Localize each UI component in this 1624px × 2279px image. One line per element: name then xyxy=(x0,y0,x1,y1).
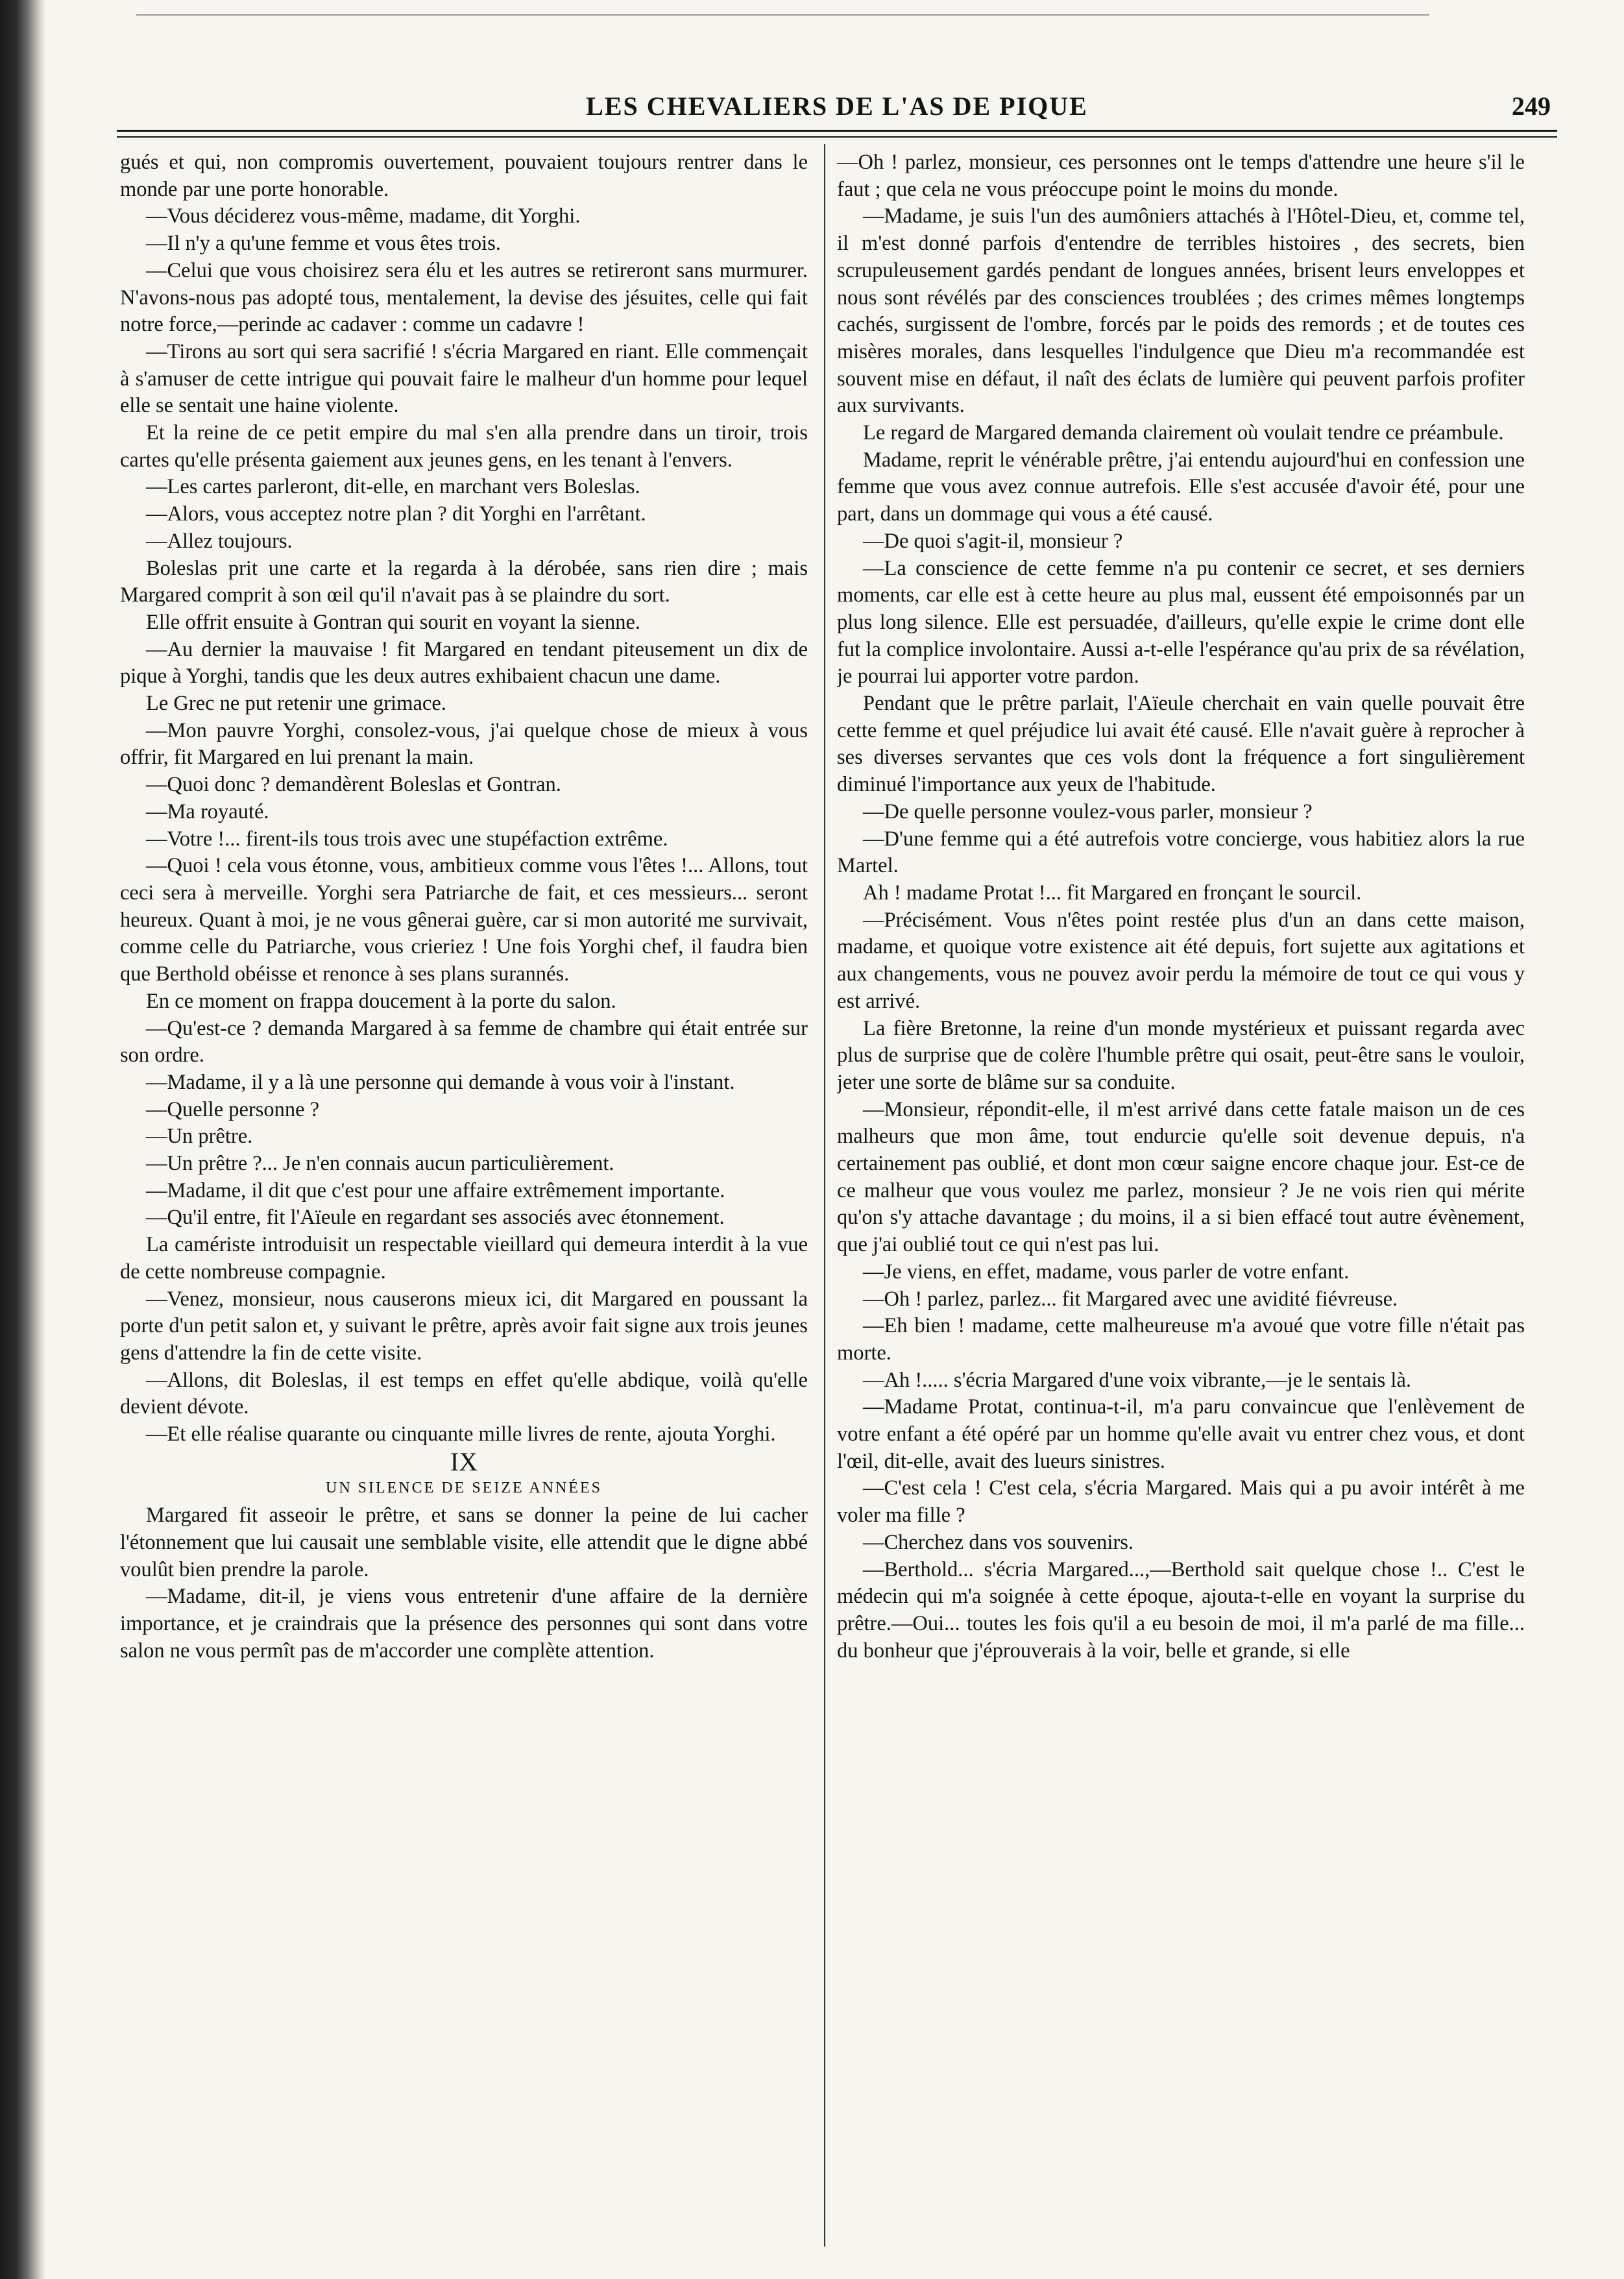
paragraph: —De quoi s'agit-il, monsieur ? xyxy=(863,529,1123,553)
paragraph: En ce moment on frappa doucement à la porte du salon. xyxy=(146,989,616,1013)
paragraph: —Mon pauvre Yorghi, consolez-vous, j'ai quelque chose de mieux à vous offrir, fit Margared en lui prenant la main. xyxy=(120,718,808,770)
paragraph: —Au dernier la mauvaise ! fit Margared en tendant piteusement un dix de pique à Yorghi, tandis que les deux autres exhibaient chacun une dame. xyxy=(120,637,808,689)
page-binding-edge xyxy=(0,0,45,2279)
paragraph: Elle offrit ensuite à Gontran qui sourit en voyant la sienne. xyxy=(146,610,641,634)
paragraph: —La conscience de cette femme n'a pu contenir ce secret, et ses derniers moments, car elle est à cette heure au plus mal, eussent été empoisonnés par un plus long silence. Elle est persuadée, d'ailleurs, qu'elle expie le crime dont elle fut la complice involontaire. Aussi a-t-elle l'espérance qu'au prix de sa révélation, je pourrai lui apporter votre pardon. xyxy=(837,556,1525,689)
paragraph: —Madame, il dit que c'est pour une affaire extrêmement importante. xyxy=(146,1178,725,1202)
paragraph: —Oh ! parlez, parlez... fit Margared avec une avidité fiévreuse. xyxy=(863,1287,1398,1311)
paragraph: —Eh bien ! madame, cette malheureuse m'a avoué que votre fille n'était pas morte. xyxy=(837,1314,1525,1365)
paragraph: —Je viens, en effet, madame, vous parler de votre enfant. xyxy=(863,1260,1350,1284)
paragraph: —Ma royauté. xyxy=(146,799,269,823)
header-rule xyxy=(117,130,1557,138)
page-header xyxy=(117,91,1557,130)
paragraph: —Qu'est-ce ? demanda Margared à sa femme de chambre qui était entrée sur son ordre. xyxy=(120,1016,808,1067)
paragraph: —Vous déciderez vous-même, madame, dit Yorghi. xyxy=(146,204,581,228)
paragraph: —Oh ! parlez, monsieur, ces personnes ont le temps d'attendre une heure s'il le faut ; que cela ne vous préoccupe point le moins du monde. xyxy=(837,151,1525,201)
paragraph: —Quoi donc ? demandèrent Boleslas et Gontran. xyxy=(146,773,561,797)
paragraph: —Votre !... firent-ils tous trois avec une stupéfaction extrême. xyxy=(146,827,668,851)
paragraph: —Ah !..... s'écria Margared d'une voix vibrante,—je le sentais là. xyxy=(863,1368,1412,1392)
paragraph: —Venez, monsieur, nous causerons mieux ici, dit Margared en poussant la porte d'un petit salon et, y suivant le prêtre, après avoir fait signe aux trois jeunes gens d'attendre la fin de cette visite. xyxy=(120,1287,808,1365)
chapter-title: UN SILENCE DE SEIZE ANNÉES xyxy=(326,1480,602,1497)
paragraph: —Un prêtre. xyxy=(146,1125,253,1149)
paragraph: —Précisément. Vous n'êtes point restée plus d'un an dans cette maison, madame, et quoique votre existence ait été depuis, fort sujette aux agitations et aux changements, vous ne pouvez avoir perdu la mémoire de tout ce qui vous y est arrivé. xyxy=(837,908,1525,1013)
paragraph: gués et qui, non compromis ouvertement, pouvaient toujours rentrer dans le monde par une porte honorable. xyxy=(120,151,808,201)
page-number: 249 xyxy=(1512,91,1551,121)
paragraph: Ah ! madame Protat !... fit Margared en fronçant le sourcil. xyxy=(863,881,1362,905)
paragraph: Margared fit asseoir le prêtre, et sans se donner la peine de lui cacher l'étonnement que lui causait une semblable visite, elle attendit que le digne abbé voulût bien prendre la parole. xyxy=(120,1504,808,1581)
paragraph: —Allons, dit Boleslas, il est temps en effet qu'elle abdique, voilà qu'elle devient dévote. xyxy=(120,1368,808,1419)
paragraph: —Berthold... s'écria Margared...,—Berthold sait quelque chose !.. C'est le médecin qui m'a soignée à cette époque, ajouta-t-elle en voyant la surprise du prêtre.—Oui... toutes les fois qu'il a eu besoin de moi, il m'a parlé de ma fille... du bonheur que j'éprouverais à la voir, belle et grande, si elle xyxy=(837,1557,1525,1663)
chapter-number: IX xyxy=(450,1446,478,1476)
paragraph: —Quoi ! cela vous étonne, vous, ambitieux comme vous l'êtes !... Allons, tout ceci sera à merveille. Yorghi sera Patriarche de fait, et ces messieurs... seront heureux. Quant à moi, je ne vous gênerai guère, car si mon autorité me survivait, comme celle du Patriarche, vous crieriez ! Une fois Yorghi chef, il faudra bien que Berthold obéisse et renonce à ses plans surannés. xyxy=(120,854,808,986)
paragraph: —D'une femme qui a été autrefois votre concierge, vous habitiez alors la rue Martel. xyxy=(837,827,1525,878)
paragraph: —Tirons au sort qui sera sacrifié ! s'écria Margared en riant. Elle commençait à s'amuser de cette intrigue qui pouvait faire le malheur d'un homme pour lequel elle se sentait une haine violente. xyxy=(120,339,808,418)
paragraph: —Les cartes parleront, dit-elle, en marchant vers Boleslas. xyxy=(146,475,640,499)
paragraph: —Et elle réalise quarante ou cinquante mille livres de rente, ajouta Yorghi. xyxy=(146,1422,776,1446)
paragraph: —Qu'il entre, fit l'Aïeule en regardant ses associés avec étonnement. xyxy=(146,1206,725,1230)
paragraph: —C'est cela ! C'est cela, s'écria Margared. Mais qui a pu avoir intérêt à me voler ma fille ? xyxy=(837,1476,1525,1528)
paragraph: —Madame, dit-il, je viens vous entretenir d'une affaire de la dernière importance, et je craindrais que la présence des personnes qui sont dans votre salon ne vous permît pas de m'accorder une complète attention. xyxy=(120,1585,808,1663)
paragraph: Le Grec ne put retenir une grimace. xyxy=(146,692,446,716)
left-column xyxy=(120,149,808,2245)
paragraph: —Un prêtre ?... Je n'en connais aucun particulièrement. xyxy=(146,1152,614,1176)
paragraph: —De quelle personne voulez-vous parler, monsieur ? xyxy=(863,799,1313,823)
paragraph: —Celui que vous choisirez sera élu et les autres se retireront sans murmurer. N'avons-nous pas adopté tous, mentalement, la devise des jésuites, celle qui fait notre force,—perinde ac cadaver : comme un cadavre ! xyxy=(120,258,808,337)
paragraph: —Il n'y a qu'une femme et vous êtes trois. xyxy=(146,232,501,256)
top-edge-line xyxy=(136,14,1429,16)
paragraph: Boleslas prit une carte et la regarda à la dérobée, sans rien dire ; mais Margared comprit à son œil qu'il n'avait pas à se plaindre du sort. xyxy=(120,556,808,607)
paragraph: —Monsieur, répondit-elle, il m'est arrivé dans cette fatale maison un de ces malheurs que mon âme, tout endurcie qu'elle soit devenue depuis, n'a certainement pas oublié, et dont mon cœur saigne encore chaque jour. Est-ce de ce malheur que vous voulez me parlez, monsieur ? Je ne vois rien qui mérite qu'on s'y attache davantage ; du moins, il a si bien effacé tout autre évènement, que j'ai oublié tout ce qui n'est pas lui. xyxy=(837,1097,1525,1257)
running-title: LES CHEVALIERS DE L'AS DE PIQUE xyxy=(586,91,1088,121)
paragraph: Et la reine de ce petit empire du mal s'en alla prendre dans un tiroir, trois cartes qu'elle présenta gaiement aux jeunes gens, en les tenant à l'envers. xyxy=(120,421,808,472)
paragraph: —Alors, vous acceptez notre plan ? dit Yorghi en l'arrêtant. xyxy=(146,502,646,526)
paragraph: —Cherchez dans vos souvenirs. xyxy=(863,1530,1133,1554)
paragraph: Le regard de Margared demanda clairement où voulait tendre ce préambule. xyxy=(863,421,1504,445)
paragraph: —Allez toujours. xyxy=(146,529,293,553)
paragraph: —Madame, il y a là une personne qui demande à vous voir à l'instant. xyxy=(146,1070,735,1094)
paragraph: —Madame, je suis l'un des aumôniers attachés à l'Hôtel-Dieu, et, comme tel, il m'est donné parfois d'entendre de terribles histoires , des secrets, bien scrupuleusement gardés pendant de longues années, brisent leurs enveloppes et nous sont révélés par des consciences troublées ; des crimes mêmes longtemps cachés, surgissent de l'ombre, forcés par le poids des remords ; et de toutes ces misères morales, dans lesquelles l'indulgence que Dieu m'a recommandée est souvent mise en défaut, il naît des éclats de lumière qui peuvent parfois profiter aux survivants. xyxy=(837,204,1525,418)
paragraph: Madame, reprit le vénérable prêtre, j'ai entendu aujourd'hui en confession une femme que vous avez connue autrefois. Elle s'est accusée d'avoir été, pour une part, dans un dommage qui vous a été causé. xyxy=(837,448,1525,526)
right-column xyxy=(837,149,1525,2245)
paragraph: La fière Bretonne, la reine d'un monde mystérieux et puissant regarda avec plus de surprise que de colère l'humble prêtre qui osait, peut-être sans le vouloir, jeter une sorte de blâme sur sa conduite. xyxy=(837,1016,1525,1094)
paragraph: —Quelle personne ? xyxy=(146,1097,320,1121)
paragraph: Pendant que le prêtre parlait, l'Aïeule cherchait en vain quelle pouvait être cette femme et quel préjudice lui avait été causé. Elle n'avait guère à reprocher à ses diverses servantes que ces vols dont la fréquence a fort singulièrement diminué l'importance aux yeux de l'habitude. xyxy=(837,692,1525,797)
paragraph: —Madame Protat, continua-t-il, m'a paru convaincue que l'enlèvement de votre enfant a été opéré par un homme qu'elle avait vu entrer chez vous, et dont l'œil, dit-elle, avait des lueurs sinistres. xyxy=(837,1395,1525,1473)
column-divider xyxy=(824,144,825,2247)
paragraph: La camériste introduisit un respectable vieillard qui demeura interdit à la vue de cette nombreuse compagnie. xyxy=(120,1233,808,1284)
